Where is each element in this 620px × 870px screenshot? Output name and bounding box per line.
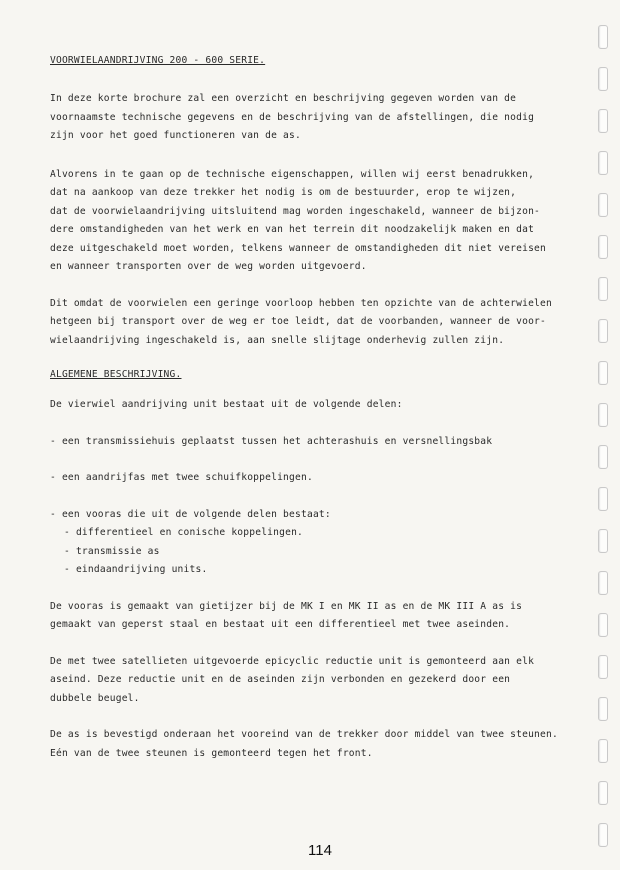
text-line: De as is bevestigd onderaan het vooreind van de trekker door middel van twee steunen. (50, 729, 558, 740)
binder-hole (598, 235, 608, 259)
binder-hole (598, 697, 608, 721)
binder-hole (598, 613, 608, 637)
binder-hole (598, 319, 608, 343)
paragraph-reduction (50, 653, 595, 709)
binder-hole (598, 571, 608, 595)
binder-hole (598, 25, 608, 49)
text-line: voornaamste technische gegevens en de beschrijving van de afstellingen, die nodig (50, 111, 535, 123)
binder-hole (598, 193, 608, 217)
binder-hole (598, 361, 608, 385)
paragraph-intro (50, 90, 595, 146)
text-line: wielaandrijving ingeschakeld is, aan snelle slijtage onderhevig zullen zijn. (50, 334, 505, 346)
text-line: Eén van de twee steunen is gemonteerd tegen het front. (50, 747, 373, 759)
section-heading-general: ALGEMENE BESCHRIJVING. (50, 369, 182, 380)
text-line: dere omstandigheden van het werk en van het terrein dit noodzakelijk maken en dat (50, 224, 535, 235)
text-line: Dit omdat de voorwielen een geringe voorloop hebben ten opzichte van de achterwielen (50, 297, 552, 309)
page-number: 114 (308, 842, 332, 859)
text-line: aseind. Deze reductie unit en de aseinden zijn verbonden en gezekerd door een (50, 674, 511, 685)
text-line: Alvorens in te gaan op de technische eigenschappen, willen wij eerst benadrukken, (50, 168, 535, 180)
text-line: dat na aankoop van deze trekker het nodig is om de bestuurder, erop te wijzen, (50, 187, 517, 198)
sub-list-item: - eindaandrijving units. (64, 564, 208, 575)
text-line: De vooras is gemaakt van gietijzer bij de MK I en MK II as en de MK III A as is (50, 600, 523, 612)
binder-hole (598, 109, 608, 133)
binder-hole (598, 739, 608, 763)
binder-hole (598, 823, 608, 847)
text-line: dubbele beugel. (50, 692, 140, 704)
document-body (50, 52, 595, 763)
sub-list-item: - transmissie as (64, 545, 160, 557)
binder-hole (598, 67, 608, 91)
list-item: - een transmissiehuis geplaatst tussen het achterashuis en versnellingsbak (50, 435, 493, 447)
binder-hole (598, 403, 608, 427)
text-line: gemaakt van geperst staal en bestaat uit een differentieel met twee aseinden. (50, 619, 511, 630)
binder-hole (598, 529, 608, 553)
paragraph-mounting (50, 726, 595, 763)
text-line: De met twee satellieten uitgevoerde epicyclic reductie unit is gemonteerd aan elk (50, 655, 535, 667)
text-line: dat de voorwielaandrijving uitsluitend mag worden ingeschakeld, wanneer de bijzon- (50, 205, 541, 217)
binder-hole (598, 151, 608, 175)
binder-hole (598, 445, 608, 469)
text-line: zijn voor het goed functioneren van de as. (50, 130, 301, 141)
binder-hole (598, 781, 608, 805)
section-heading-front-drive: VOORWIELAANDRIJVING 200 - 600 SERIE. (50, 55, 266, 66)
text-line: In deze korte brochure zal een overzicht en beschrijving gegeven worden van de (50, 93, 517, 104)
text-line: hetgeen bij transport over de weg er toe leidt, dat de voorbanden, wanneer de voor- (50, 316, 547, 327)
paragraph-reason (50, 295, 595, 351)
binder-hole (598, 277, 608, 301)
binder-hole (598, 487, 608, 511)
paragraph-notice (50, 166, 595, 277)
paragraph-unit-intro: De vierwiel aandrijving unit bestaat uit de volgende delen: (50, 399, 403, 410)
list-item: - een aandrijfas met twee schuifkoppelingen. (50, 472, 313, 483)
paragraph-axle (50, 598, 595, 635)
text-line: deze uitgeschakeld moet worden, telkens wanneer de omstandigheden dit niet vereisen (50, 242, 547, 254)
sub-list-item: - differentieel en conische koppelingen. (64, 527, 304, 538)
binder-hole (598, 655, 608, 679)
binder-holes (598, 20, 612, 870)
list-item: - een vooras die uit de volgende delen bestaat: (50, 508, 331, 520)
text-line: en wanneer transporten over de weg worden uitgevoerd. (50, 261, 367, 272)
